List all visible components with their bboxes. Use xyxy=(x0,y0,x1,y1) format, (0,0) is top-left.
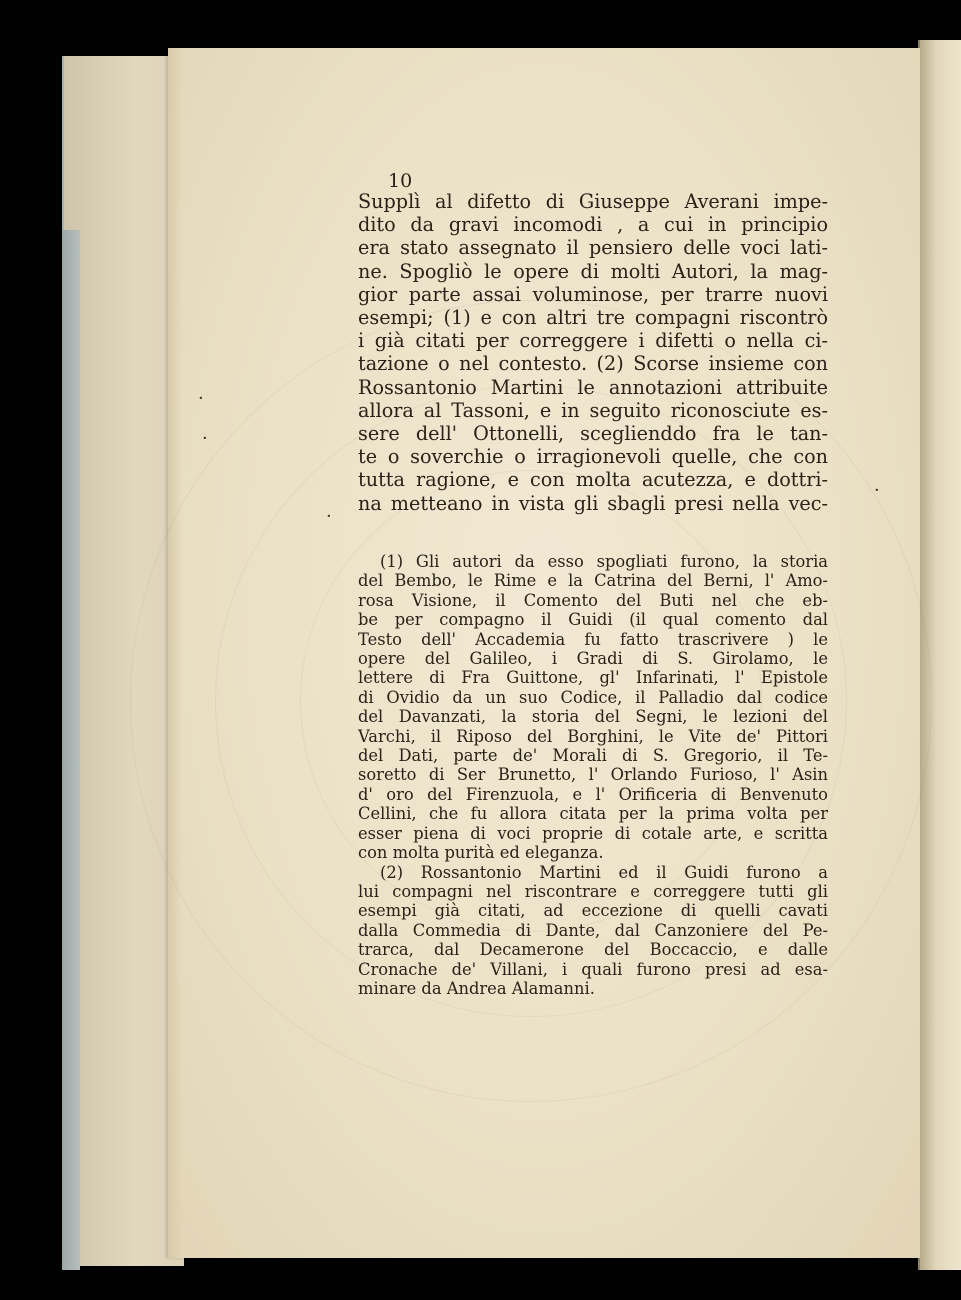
footnote-line: (1) Gli autori da esso spogliati furono, la storia xyxy=(380,552,828,571)
footnote-line: minare da Andrea Alamanni. xyxy=(358,978,595,998)
footnote-line: lettere di Fra Guittone, gl' Infarinati, l' Epistole xyxy=(358,668,828,688)
body-line: i già citati per correggere i difetti o nella ci- xyxy=(358,329,828,353)
footnote-line: d' oro del Firenzuola, e l' Orificeria di Benvenuto xyxy=(358,784,828,804)
body-line: era stato assegnato il pensiero delle voci lati- xyxy=(358,236,828,260)
footnote-line: dalla Commedia di Dante, dal Canzoniere del Pe- xyxy=(358,920,828,940)
footnote-line: lui compagni nel riscontrare e correggere tutti gli xyxy=(358,881,828,901)
body-line: esempi; (1) e con altri tre compagni riscontrò xyxy=(358,306,828,330)
ink-speck: · xyxy=(326,506,332,527)
footnote-line: Cellini, che fu allora citata per la prima volta per xyxy=(358,804,828,824)
background-page-strip xyxy=(62,230,80,1270)
footnote-line: be per compagno il Guidi (il qual comento dal xyxy=(358,610,828,630)
body-text xyxy=(358,190,828,515)
body-line: sere dell' Ottonelli, sceglienddo fra le tan- xyxy=(358,422,828,446)
footnote-line: esempi già citati, ad eccezione di quelli cavati xyxy=(358,901,828,921)
footnote-line: trarca, dal Decamerone del Boccaccio, e dalle xyxy=(358,940,828,960)
body-line: tazione o nel contesto. (2) Scorse insieme con xyxy=(358,352,828,376)
footnote-line: esser piena di voci proprie di cotale arte, e scritta xyxy=(358,823,828,843)
body-line: dito da gravi incomodi , a cui in principio xyxy=(358,213,828,237)
footnote-line: (2) Rossantonio Martini ed il Guidi furono a xyxy=(380,862,828,882)
footnote-2 xyxy=(358,863,828,999)
footnote-line: Cronache de' Villani, i quali furono presi ad esa- xyxy=(358,959,828,979)
footnote-1 xyxy=(358,552,828,863)
body-line: te o soverchie o irragionevoli quelle, che con xyxy=(358,445,828,469)
body-line: ne. Spogliò le opere di molti Autori, la mag- xyxy=(358,259,828,283)
body-line: tutta ragione, e con molta acutezza, e dottri- xyxy=(358,468,828,492)
footnotes xyxy=(358,552,828,998)
body-line: allora al Tassoni, e in seguito riconosciute es- xyxy=(358,398,828,422)
footnote-line: del Dati, parte de' Morali di S. Gregorio, il Te- xyxy=(358,746,828,766)
body-line: na metteano in vista gli sbagli presi nella vec- xyxy=(358,491,828,515)
page-number: 10 xyxy=(388,170,413,192)
body-line: gior parte assai voluminose, per trarre nuovi xyxy=(358,282,828,306)
footnote-line: con molta purità ed eleganza. xyxy=(358,843,604,863)
footnote-line: Varchi, il Riposo del Borghini, le Vite de' Pittori xyxy=(358,726,828,746)
ink-speck: · xyxy=(202,428,208,449)
body-line: Rossantonio Martini le annotazioni attribuite xyxy=(358,375,828,399)
ink-speck: · xyxy=(874,480,880,501)
footnote-line: soretto di Ser Brunetto, l' Orlando Furioso, l' Asin xyxy=(358,765,828,785)
footnote-line: del Davanzati, la storia del Segni, le lezioni del xyxy=(358,707,828,727)
footnote-line: del Bembo, le Rime e la Catrina del Berni, l' Amo- xyxy=(358,571,828,591)
body-line: Supplì al difetto di Giuseppe Averani impe- xyxy=(358,190,828,213)
footnote-line: opere del Galileo, i Gradi di S. Girolamo, le xyxy=(358,649,828,669)
footnote-line: Testo dell' Accademia fu fatto trascrivere ) le xyxy=(358,629,828,649)
footnote-line: rosa Visione, il Comento del Buti nel che eb- xyxy=(358,590,828,610)
footnote-line: di Ovidio da un suo Codice, il Palladio dal codice xyxy=(358,687,828,707)
ink-speck: · xyxy=(198,388,204,409)
